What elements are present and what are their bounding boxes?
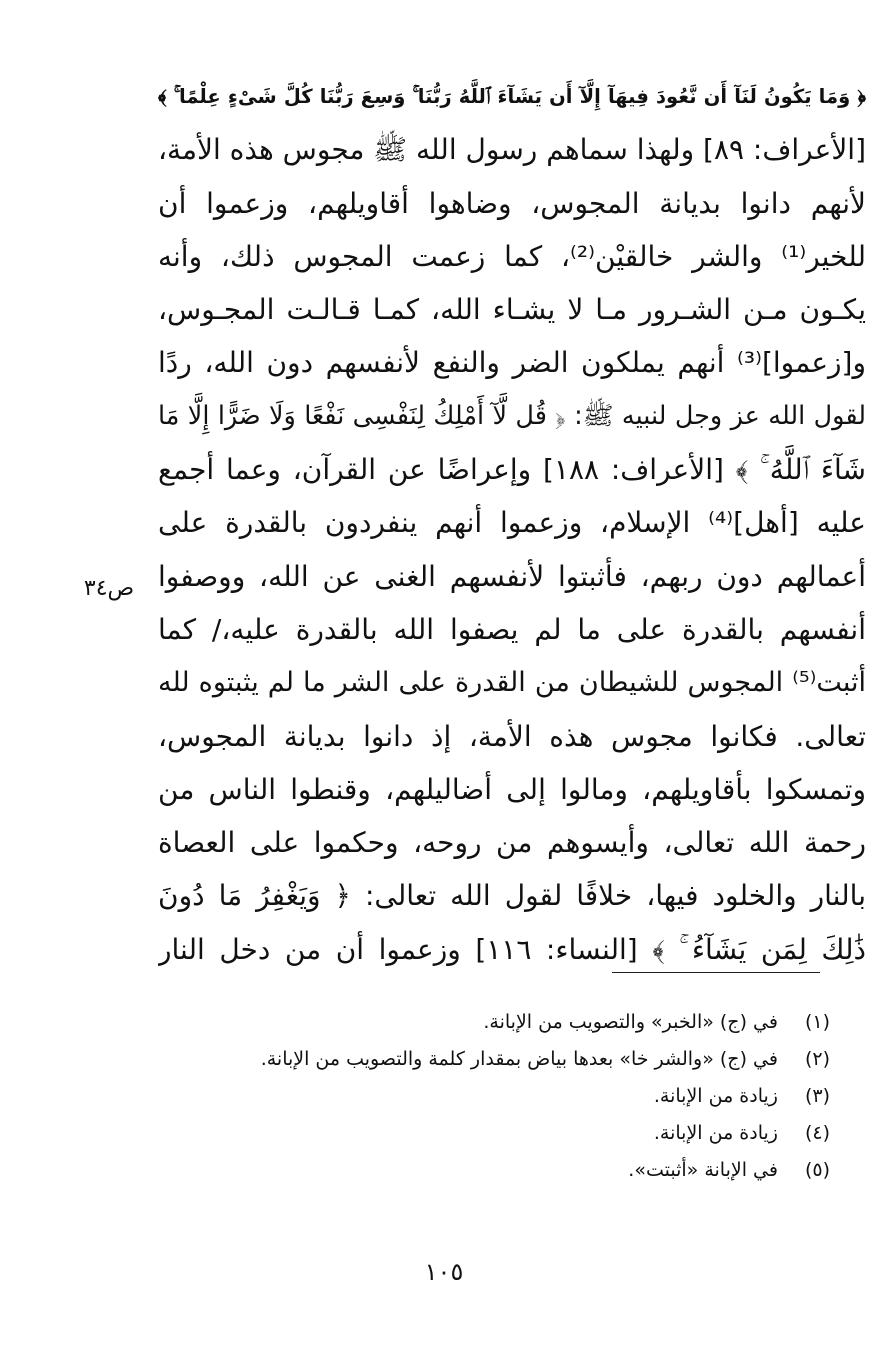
footnote-item	[120, 1152, 830, 1189]
text-line: و[زعموا]⁽³⁾ أنهم يملكون الضر والنفع لأنفسهم دون الله، ردًا	[158, 346, 866, 380]
footnote-item	[120, 1041, 830, 1078]
text-line: رحمة الله تعالى، وأيسوهم من روحه، وحكموا على العصاة	[158, 826, 866, 860]
footnote-number: (٢)	[804, 1048, 830, 1070]
footnote-item	[120, 1078, 830, 1115]
text-line: لأنهم دانوا بديانة المجوس، وضاهوا أقاويلهم، وزعموا أن	[158, 186, 866, 220]
quran-verse-line: ﴿ وَمَا يَكُونُ لَنَآ أَن نَّعُودَ فِيهَآ إِلَّآ أَن يَشَآءَ ٱللَّهُ رَبُّنَا ۚ وَسِعَ رَبُّنَا كُلَّ شَىْءٍ عِلْمًا ۚ ﴾	[158, 85, 866, 108]
footnote-item	[120, 1115, 830, 1152]
footnote-number: (١)	[804, 1011, 830, 1033]
text-line: يكـون مـن الشـرور مـا لا يشـاء الله، كمـا قـالـت المجـوس،	[158, 293, 866, 327]
footnote-text: في (ج) «الخبر» والتصويب من الإبانة.	[483, 1011, 778, 1033]
page-number: ١٠٥	[424, 1258, 464, 1286]
footnotes	[120, 1004, 830, 1189]
footnote-number: (٤)	[804, 1122, 830, 1144]
footnote-number: (٥)	[804, 1159, 830, 1181]
footnote-text: زيادة من الإبانة.	[653, 1085, 778, 1107]
footnote-text: في (ج) «والشر خا» بعدها بياض بمقدار كلمة والتصويب من الإبانة.	[260, 1048, 778, 1070]
text-line: [الأعراف: ٨٩] ولهذا سماهم رسول الله ﷺ مجوس هذه الأمة،	[158, 133, 866, 167]
manuscript-page-marker: ص٣٤	[83, 576, 135, 601]
text-line: شَآءَ ٱللَّهُ ۚ ﴾ [الأعراف: ١٨٨] وإعراضًا عن القرآن، وعما أجمع	[158, 453, 866, 487]
text-line: وتمسكوا بأقاويلهم، ومالوا إلى أضاليلهم، وقنطوا الناس من	[158, 772, 866, 806]
text-line: أعمالهم دون ربهم، فأثبتوا لأنفسهم الغنى عن الله، ووصفوا	[158, 559, 866, 593]
text-line: ذَٰلِكَ لِمَن يَشَآءُ ۚ ﴾ [النساء: ١١٦] وزعموا أن من دخل النار	[158, 932, 866, 966]
footnote-item	[120, 1004, 830, 1041]
main-text	[158, 70, 866, 976]
text-line: أثبت⁽⁵⁾ المجوس للشيطان من القدرة على الشر ما لم يثبتوه لله	[158, 667, 866, 699]
text-line: للخير⁽¹⁾ والشر خالقيْن⁽²⁾، كما زعمت المجوس ذلك، وأنه	[158, 239, 866, 273]
text-line: لقول الله عز وجل لنبيه ﷺ: ﴿ قُل لَّآ أَمْلِكُ لِنَفْسِى نَفْعًا وَلَا ضَرًّا إِلَّا مَا	[158, 400, 866, 431]
footnote-number: (٣)	[804, 1085, 830, 1107]
footnote-separator	[612, 972, 820, 973]
text-line: بالنار والخلود فيها، خلافًا لقول الله تعالى: ﴿ وَيَغْفِرُ مَا دُونَ	[158, 879, 866, 913]
footnote-text: في الإبانة «أثبتت».	[628, 1159, 778, 1181]
text-line: أنفسهم بالقدرة على ما لم يصفوا الله بالقدرة عليه،/ كما	[158, 612, 866, 646]
text-line: تعالى. فكانوا مجوس هذه الأمة، إذ دانوا بديانة المجوس،	[158, 719, 866, 753]
text-line: عليه [أهل]⁽⁴⁾ الإسلام، وزعموا أنهم ينفردون بالقدرة على	[158, 506, 866, 540]
footnote-text: زيادة من الإبانة.	[653, 1122, 778, 1144]
